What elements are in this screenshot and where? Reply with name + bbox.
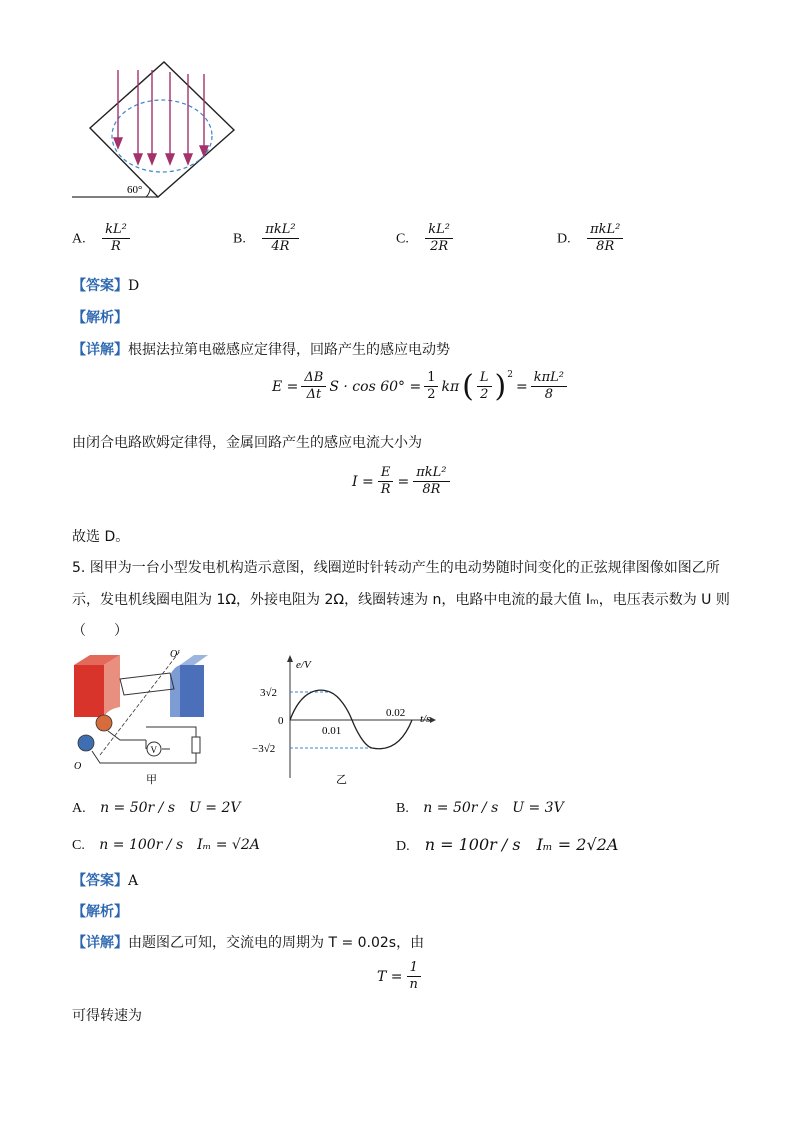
q5-equation-period: T = $\frac{1}{n}$ (377, 960, 421, 993)
q5-stem-line2: 示，发电机线圈电阻为 1Ω，外接电阻为 2Ω，线圈转速为 n，电路中电流的最大值 Iₘ，电压表示数为 U 则 (72, 592, 730, 608)
y-axis-label: e/V (296, 659, 311, 671)
voltmeter-label: V (150, 745, 157, 755)
field-region-circle (112, 100, 212, 172)
angle-label: 60° (127, 184, 143, 196)
q4-analysis-tag: 【解析】 (72, 310, 128, 326)
q4-equation-emf: E = $\frac{\Delta B}{\Delta t}$ S · cos 60° = $\frac{1}{2}$ kπ ( $\frac{L}{2}$ ) $^2$ = $\frac{\text{kπL²}}{8}$ (272, 370, 567, 403)
q4-option-b[interactable]: B. $\frac{\text{πkL²}}{4R}$ (233, 222, 299, 255)
axis-label-o-prime: O′ (170, 649, 180, 660)
q5-last-line: 可得转速为 (72, 1008, 142, 1024)
emf-graph (250, 650, 450, 785)
q5-option-a[interactable]: A. n = 50r / s U = 2V (72, 800, 241, 816)
q5-option-c[interactable]: C. n = 100r / s Iₘ = √2A (72, 837, 260, 853)
q5-detail: 【详解】由题图乙可知，交流电的周期为 T = 0.02s，由 (72, 935, 425, 951)
caption-jia: 甲 (146, 774, 157, 785)
q5-answer: 【答案】A (72, 873, 139, 889)
field-arrows (114, 70, 208, 164)
q4-line2: 由闭合电路欧姆定律得，金属回路产生的感应电流大小为 (72, 435, 422, 451)
q4-conclusion: 故选 D。 (72, 529, 130, 545)
square-loop (90, 62, 234, 197)
sine-curve (290, 690, 412, 749)
q4-option-c[interactable]: C. $\frac{\text{kL²}}{2R}$ (396, 222, 453, 255)
generator-figure (70, 645, 210, 785)
q5-analysis-tag: 【解析】 (72, 904, 128, 920)
q4-option-a[interactable]: A. $\frac{\text{kL²}}{R}$ (72, 222, 130, 255)
q5-stem-line1: 5. 图甲为一台小型发电机构造示意图，线圈逆时针转动产生的电动势随时间变化的正弦规律图像如图乙所 (72, 560, 720, 576)
q5-option-d[interactable]: D. n = 100r / s Iₘ = 2√2A (396, 835, 619, 854)
q5-option-b[interactable]: B. n = 50r / s U = 3V (396, 800, 564, 816)
axis-label-o: O (74, 761, 82, 772)
magnetic-field-figure (70, 60, 250, 205)
y-min-label: −3√2 (252, 743, 276, 755)
x-axis-label: t/s (420, 713, 431, 725)
q5-stem-line3: （ ） (72, 623, 128, 639)
x-tick-0.01: 0.01 (322, 725, 342, 737)
q4-equation-current: I = $\frac{E}{R}$ = $\frac{\text{πkL²}}{8R}$ (352, 465, 450, 498)
q4-answer: 【答案】D (72, 278, 140, 294)
q4-detail: 【详解】根据法拉第电磁感应定律得，回路产生的感应电动势 (72, 342, 450, 358)
x-tick-0.02: 0.02 (386, 707, 406, 719)
origin-label: 0 (278, 715, 284, 727)
y-max-label: 3√2 (260, 687, 278, 699)
caption-yi: 乙 (336, 774, 347, 785)
q4-option-d[interactable]: D. $\frac{\text{πkL²}}{8R}$ (557, 222, 623, 255)
